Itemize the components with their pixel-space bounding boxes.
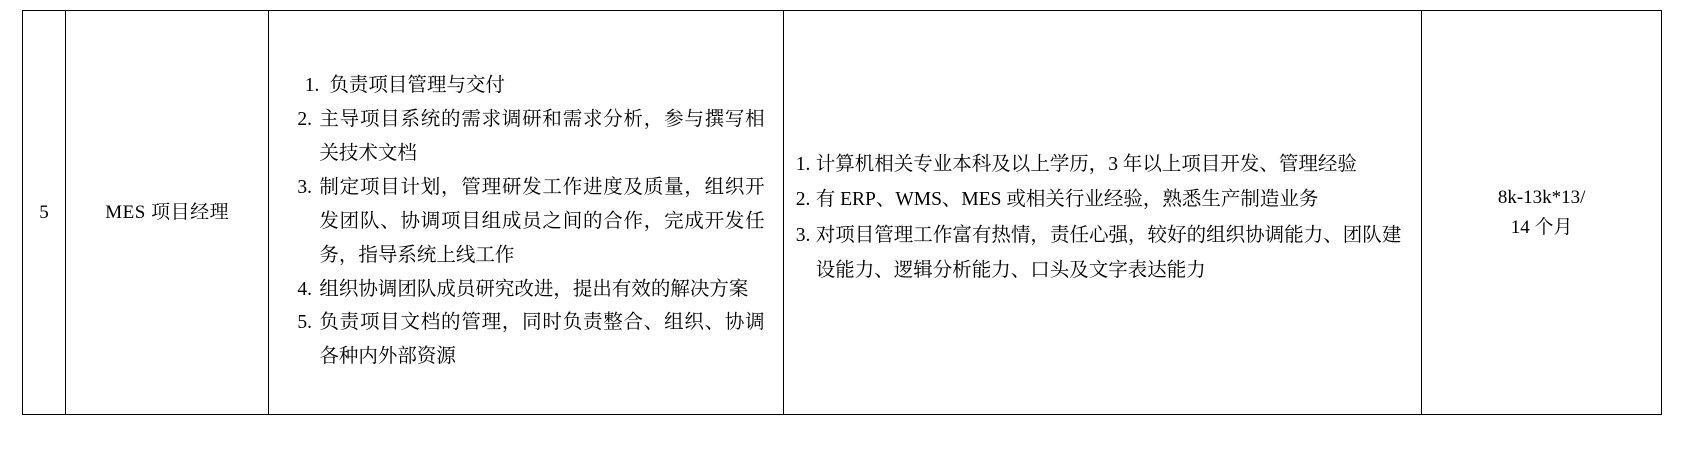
- list-item: [796, 218, 1402, 289]
- list-item: [283, 103, 764, 171]
- requirement-marker: 2.: [795, 189, 811, 211]
- requirements-list: [796, 147, 1402, 289]
- salary-line-1: 8k-13k*13/: [1497, 187, 1586, 209]
- duty-marker: 3.: [297, 176, 313, 198]
- job-title-value: MES 项目经理: [105, 201, 230, 223]
- duties-list: [283, 69, 764, 374]
- duty-marker: 4.: [297, 278, 313, 300]
- requirement-text: 有 ERP、WMS、MES 或相关行业经验，熟悉生产制造业务: [815, 189, 1319, 211]
- job-posting-table: [22, 10, 1662, 415]
- table-row: [23, 11, 1662, 415]
- list-item: [283, 69, 764, 103]
- duty-text: 负责项目文档的管理，同时负责整合、组织、协调各种内外部资源: [319, 312, 765, 368]
- duty-marker: 2.: [297, 108, 313, 130]
- list-item: [283, 306, 764, 374]
- duty-text: 负责项目管理与交付: [329, 75, 505, 96]
- cell-requirements: [783, 11, 1422, 415]
- cell-duties: [269, 11, 783, 415]
- list-item: [796, 147, 1402, 182]
- list-item: [283, 273, 764, 307]
- duty-marker: 5.: [297, 312, 313, 334]
- row-index-value: 5: [39, 201, 49, 223]
- requirements-container: [784, 97, 1422, 329]
- salary-line-2: 14 个月: [1510, 216, 1573, 238]
- duty-text: 组织协调团队成员研究改进，提出有效的解决方案: [319, 278, 749, 300]
- cell-job-title: [65, 11, 268, 415]
- requirement-marker: 3.: [795, 224, 811, 246]
- list-item: [796, 182, 1402, 217]
- requirement-text: 计算机相关专业本科及以上学历，3 年以上项目开发、管理经验: [815, 153, 1357, 175]
- duty-text: 主导项目系统的需求调研和需求分析，参与撰写相关技术文档: [319, 108, 765, 164]
- requirement-marker: 1.: [795, 153, 811, 175]
- document-page: [0, 10, 1683, 455]
- duty-marker: 1.: [304, 75, 320, 96]
- duties-container: [269, 11, 782, 414]
- duty-text: 制定项目计划，管理研发工作进度及质量，组织开发团队、协调项目组成员之间的合作，完成开发任务，指导系统上线工作: [319, 176, 765, 266]
- cell-salary: [1422, 11, 1662, 415]
- requirement-text: 对项目管理工作富有热情，责任心强，较好的组织协调能力、团队建设能力、逻辑分析能力、口头及文字表达能力: [815, 224, 1402, 282]
- list-item: [283, 171, 764, 273]
- cell-row-index: [23, 11, 66, 415]
